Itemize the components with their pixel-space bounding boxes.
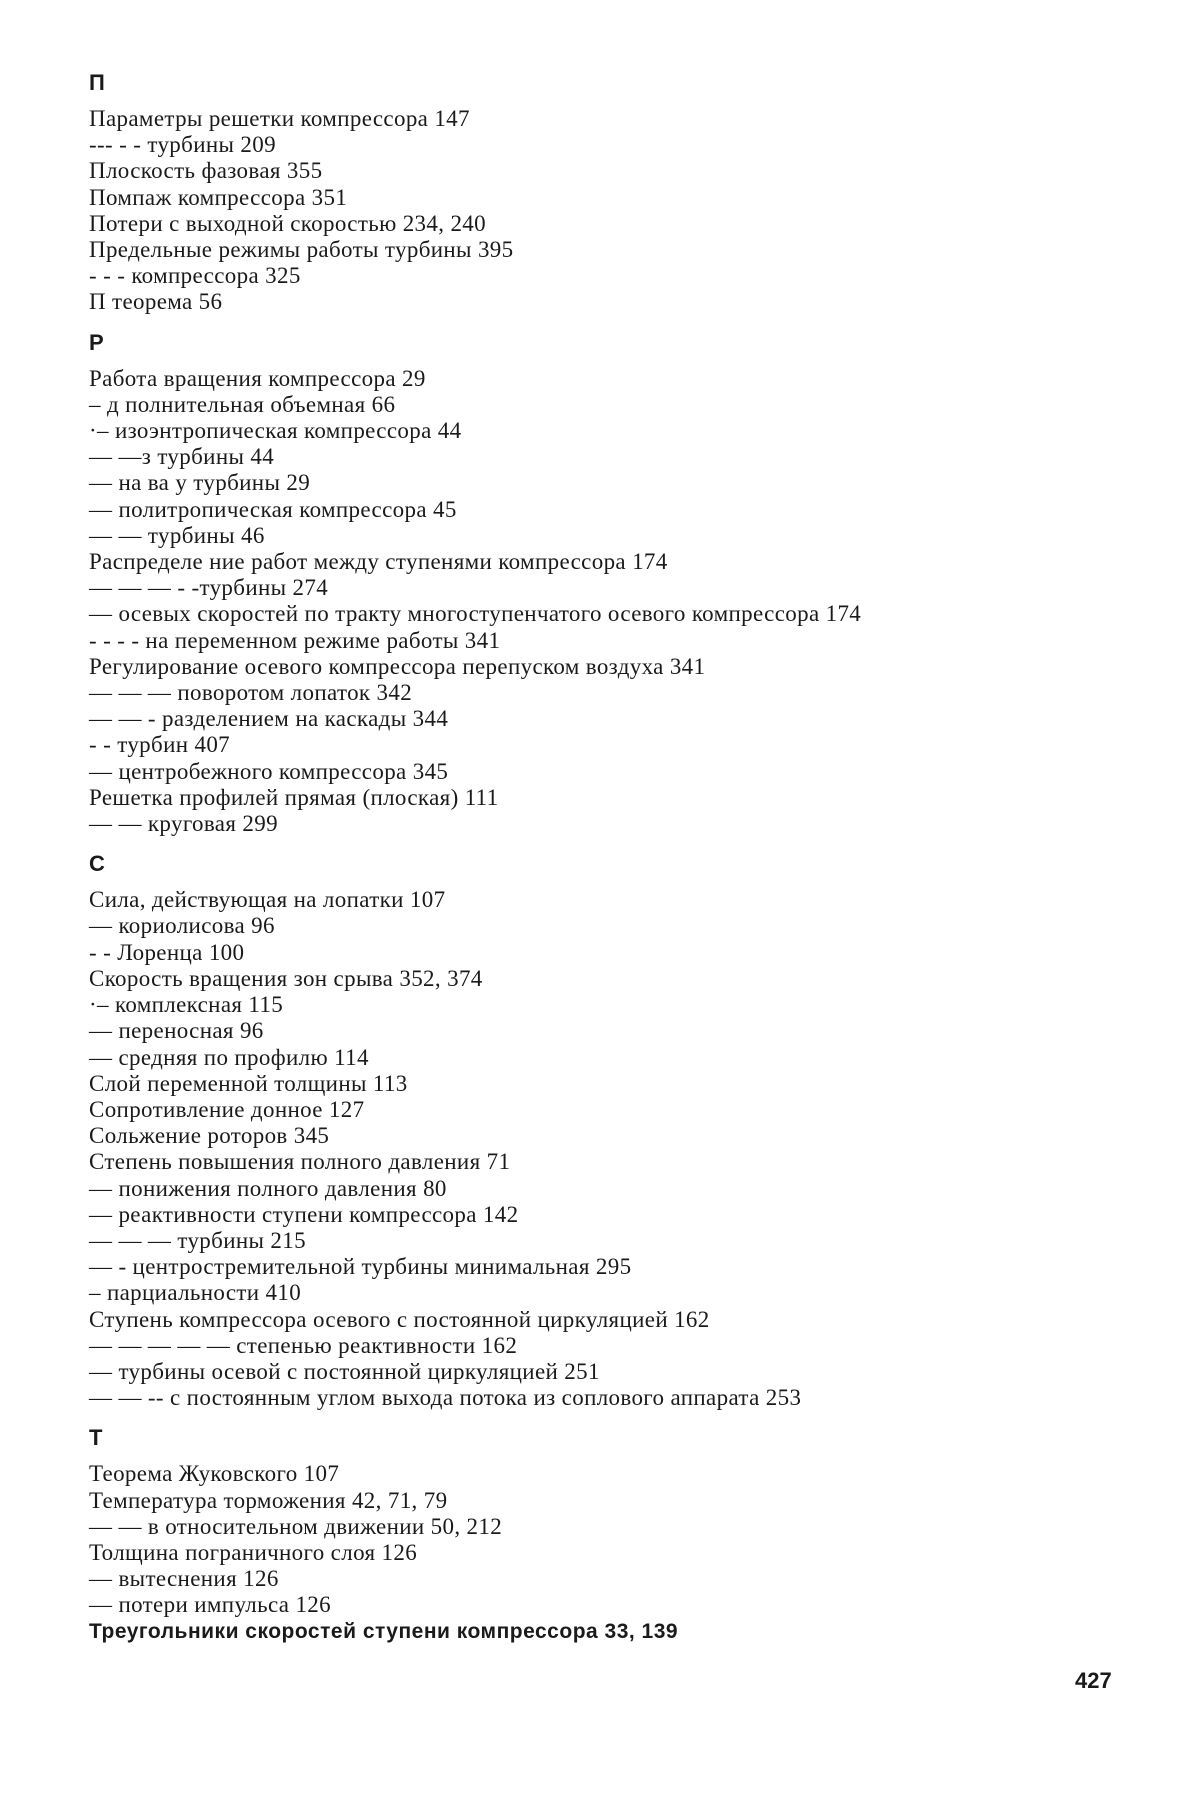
index-entry: — — — - -турбины 274: [89, 575, 329, 601]
index-entry: — осевых скоростей по тракту многоступенчатого осевого компрессора 174: [89, 601, 862, 627]
index-entry: — — турбины 46: [89, 522, 265, 548]
index-entry: - - Лоренца 100: [89, 939, 245, 965]
index-entry: Распределе ние работ между ступенями компрессора 174: [89, 549, 668, 575]
index-entry: Треугольники скоростей ступени компрессора 33, 139: [89, 1619, 679, 1643]
index-entry: — — — — — степенью реактивности 162: [89, 1332, 518, 1358]
index-entry: --- - - турбины 209: [89, 132, 276, 158]
section-letter: П: [89, 70, 105, 95]
index-entry: — переносная 96: [89, 1018, 264, 1044]
index-entry: Толщина пограничного слоя 126: [89, 1539, 418, 1565]
index-entry: – д полнительная объемная 66: [89, 391, 396, 417]
section-p: [89, 70, 1129, 316]
section-letter: Т: [89, 1425, 103, 1451]
index-entry: Степень повышения полного давления 71: [89, 1149, 511, 1175]
index-entry: — —з турбины 44: [89, 444, 275, 470]
index-entry: Регулирование осевого компрессора перепуском воздуха 341: [89, 653, 706, 679]
section-letter: Р: [89, 329, 104, 355]
index-entry: — — — турбины 215: [89, 1227, 306, 1253]
index-entry: - - турбин 407: [89, 732, 231, 758]
index-entry: Теорема Жуковского 107: [89, 1461, 340, 1487]
index-entry: Сопротивление донное 127: [89, 1096, 365, 1122]
index-entry: — понижения полного давления 80: [89, 1175, 447, 1201]
index-entry: — — — поворотом лопаток 342: [89, 680, 413, 706]
index-entry: Слой переменной толщины 113: [89, 1070, 408, 1096]
index-page: [89, 70, 1129, 1659]
index-entry: Параметры решетки компрессора 147: [89, 106, 470, 131]
index-entry: Сольжение роторов 345: [89, 1123, 330, 1149]
index-entry: — политропическая компрессора 45: [89, 496, 457, 522]
index-entry: — вытеснения 126: [89, 1566, 279, 1592]
index-entry: Работа вращения компрессора 29: [89, 365, 426, 391]
section-t: [89, 1425, 1129, 1644]
index-entry: — средняя по профилю 114: [89, 1044, 369, 1070]
index-entry: — турбины осевой с постоянной циркуляцией 251: [89, 1358, 600, 1384]
page-number: 427: [1075, 1668, 1112, 1693]
index-entry: Температура торможения 42, 71, 79: [89, 1487, 448, 1513]
index-entry: — — в относительном движении 50, 212: [89, 1513, 503, 1539]
index-entry: - - - - на переменном режиме работы 341: [89, 627, 501, 653]
index-entry: — центробежного компрессора 345: [89, 758, 449, 784]
index-entry: Предельные режимы работы турбины 395: [89, 237, 514, 263]
index-entry: Скорость вращения зон срыва 352, 374: [89, 965, 483, 991]
index-entry: ·– изоэнтропическая компрессора 44: [89, 418, 462, 444]
index-entry: - - - компрессора 325: [89, 263, 301, 289]
index-entry: — — -- с постоянным углом выхода потока из соплового аппарата 253: [89, 1385, 802, 1411]
index-entry: Помпаж компрессора 351: [89, 184, 348, 210]
index-entry: — — круговая 299: [89, 811, 278, 837]
index-entry: ·– комплексная 115: [89, 992, 284, 1018]
index-entry: — реактивности ступени компрессора 142: [89, 1201, 519, 1227]
index-entry: — потери импульса 126: [89, 1592, 331, 1618]
index-entry: П теорема 56: [89, 289, 223, 315]
index-entry: — - центростремительной турбины минимальная 295: [89, 1254, 632, 1280]
index-entry: Плоскость фазовая 355: [89, 158, 323, 184]
index-entry: Сила, действующая на лопатки 107: [89, 887, 446, 913]
index-entry: — кориолисова 96: [89, 913, 275, 939]
index-entry: Потери с выходной скоростью 234, 240: [89, 210, 486, 236]
index-entry: — — - разделением на каскады 344: [89, 706, 449, 732]
index-entry: Ступень компрессора осевого с постоянной циркуляцией 162: [89, 1306, 710, 1332]
section-letter: С: [89, 851, 105, 877]
index-entry: Решетка профилей прямая (плоская) 111: [89, 784, 499, 810]
section-s: [89, 851, 1129, 1411]
section-r: [89, 330, 1129, 838]
index-entry: – парциальности 410: [89, 1280, 302, 1306]
index-entry: — на ва у турбины 29: [89, 470, 311, 496]
